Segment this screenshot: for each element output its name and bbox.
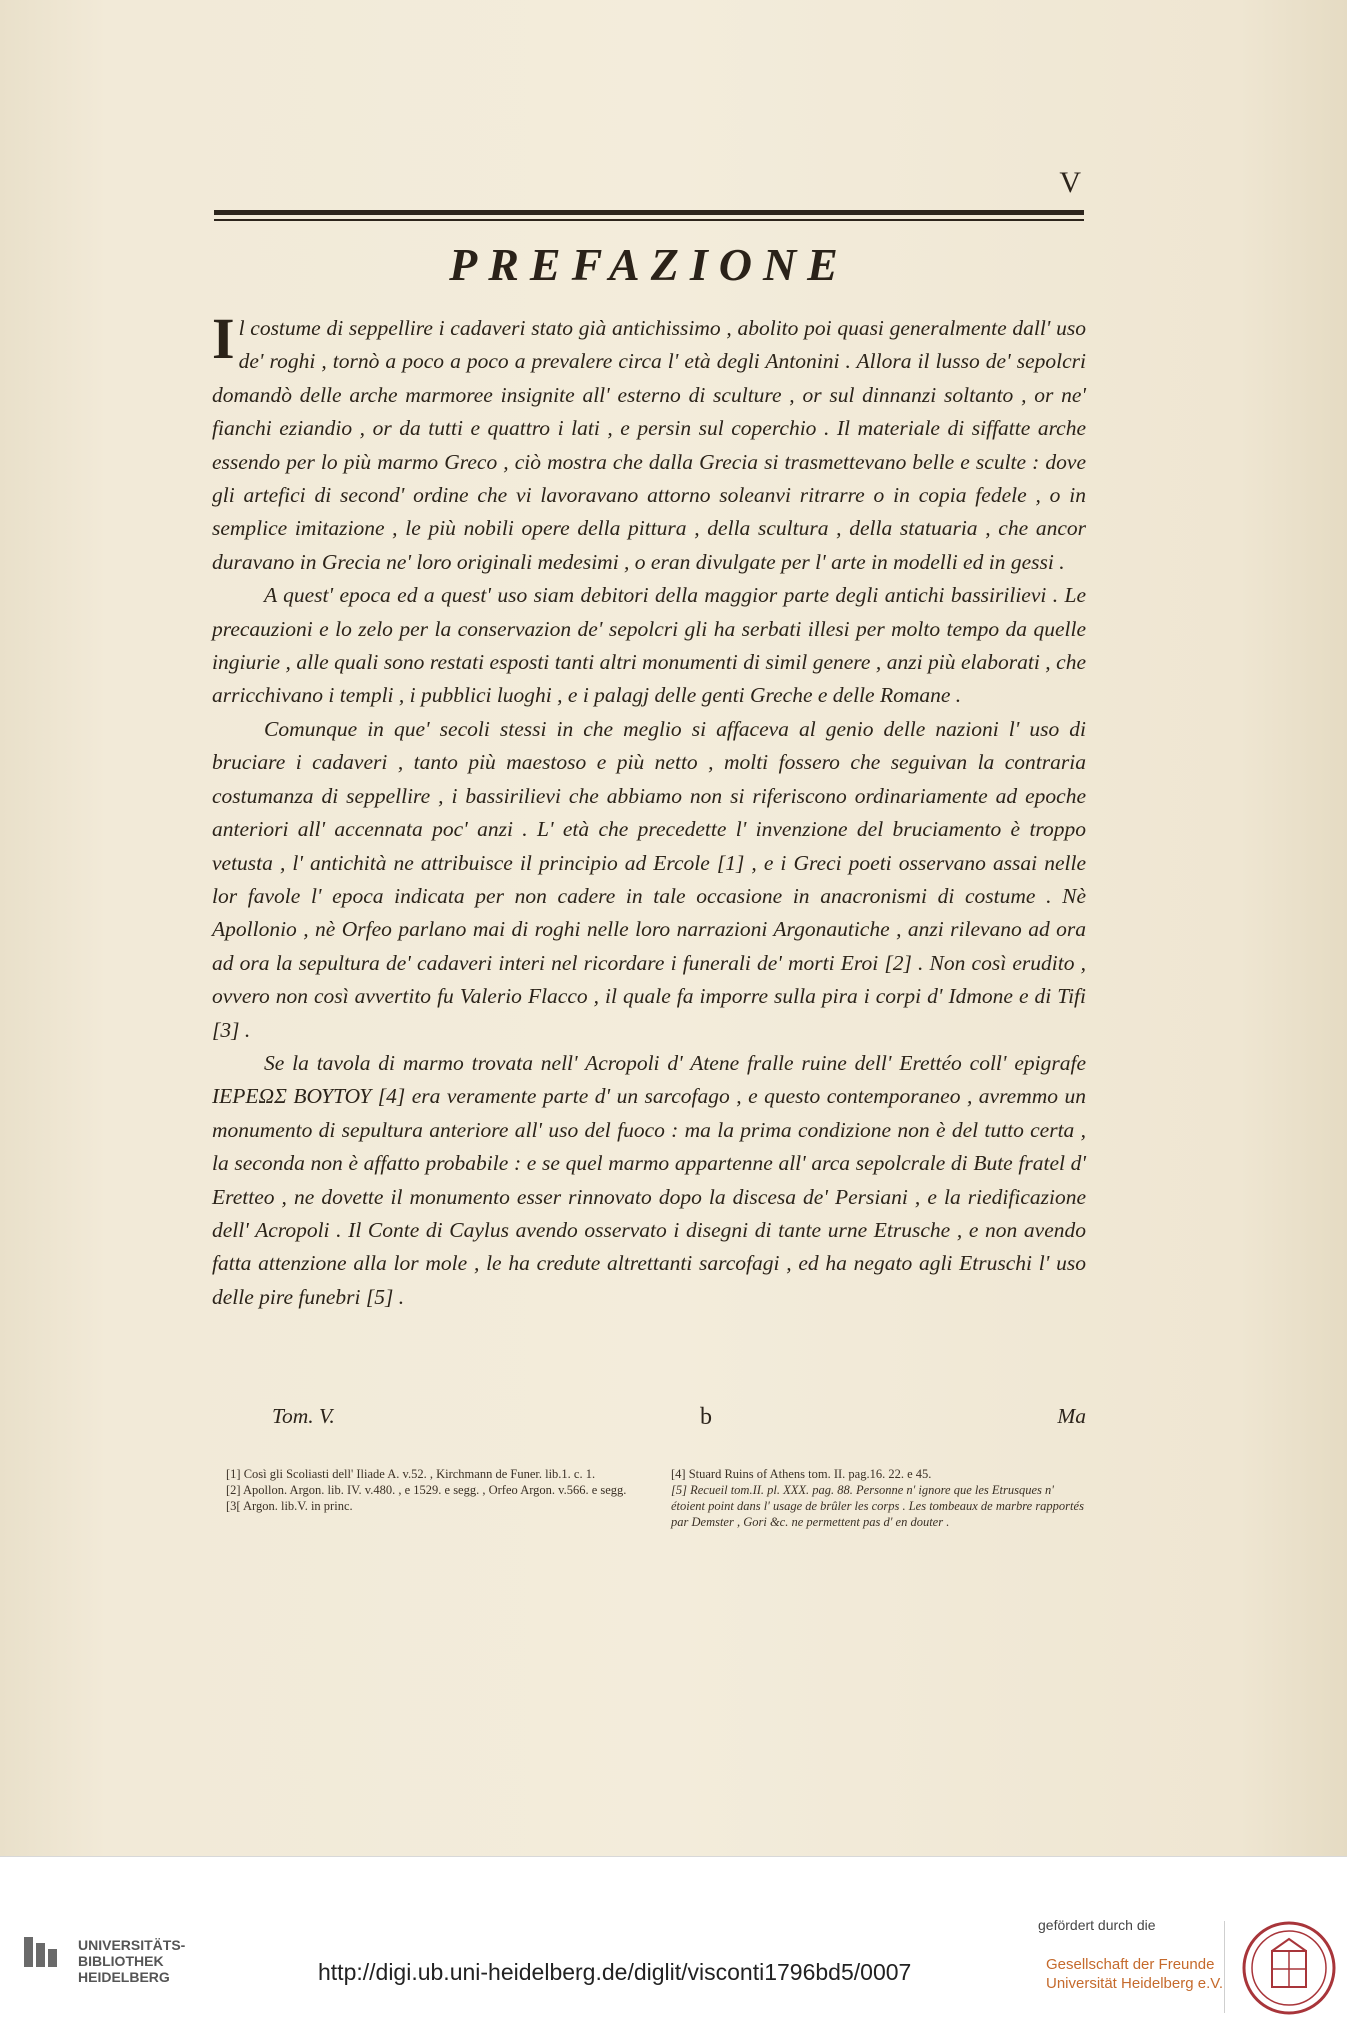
sponsor-name-line-1: Gesellschaft der Freunde (1046, 1956, 1215, 1973)
paragraph-4: Se la tavola di marmo trovata nell' Acropoli d' Atene fralle ruine dell' Erettéo coll' epigrafe ΙΕΡΕΩΣ ΒΟΥΤΟΥ [4] era veramente parte d' un sarcofago , e questo contemporaneo , avremmo un monumento di sepultura anteriore all' uso del fuoco : ma la prima condizione non è del tutto certa , la seconda non è affatto probabile : e se quel marmo appartenne all' arca sepolcrale di Bute fratel d' Eretteo , ne dovette il monumento esser rinnovato dopo la discesa de' Persiani , e la riedificazione dell' Acropoli . Il Conte di Caylus avendo osservato i disegni di tante urne Etrusche , e non avendo fatta attenzione alla lor mole , le ha credute altrettanti sarcofagi , ed ha negato agli Etruschi l' uso delle pire funebri [5] . (212, 1050, 1086, 1309)
signature-mark: b (700, 1404, 712, 1430)
signature-left: Tom. V. (272, 1404, 335, 1428)
footnotes-left-column (226, 1466, 646, 1514)
paragraph-2: A quest' epoca ed a quest' uso siam debitori della maggior parte degli antichi bassirilievi . Le precauzioni e lo zelo per la conservazion de' sepolcri gli ha serbati illesi per molto tempo da quelle ingiurie , alle quali sono restati esposti tanti altri monumenti di simil genere , anzi più elaborati , che arricchivano i templi , i pubblici luoghi , e i palagj delle genti Greche e delle Romane . (212, 583, 1086, 708)
footnote-1: [1] Così gli Scoliasti dell' Iliade A. v.52. , Kirchmann de Funer. lib.1. c. 1. (226, 1467, 596, 1481)
sponsor-name[interactable] (1046, 1955, 1223, 1993)
university-seal-icon (1242, 1921, 1336, 2015)
paragraph-3: Comunque in que' secoli stessi in che meglio si affaceva al genio delle nazioni l' uso di bruciare i cadaveri , tanto più maestoso e più netto , molti fossero che seguivan la contraria costumanza di seppellire , i bassirilievi che abbiamo non si riferiscono ordinariamente ad epoche anteriori all' accennata poc' anzi . L' età che precedette l' invenzione del bruciamento è troppo vetusta , l' antichità ne attribuisce il principio ad Ercole [1] , e i Greci poeti osservano assai nelle lor favole l' epoca indicata per non cadere in tale occasione in anacronismi di costume . Nè Apollonio , nè Orfeo parlano mai di roghi nelle loro narrazioni Argonautiche , anzi rilevano ad ora ad ora la sepultura de' cadaveri interi nel ricordare i funerali de' morti Eroi [2] . Non così erudito , ovvero non così avvertito fu Valerio Flacco , il quale fa imporre sulla pira i corpi d' Idmone e di Tifi [3] . (212, 716, 1086, 1042)
funded-by-label: gefördert durch die (1038, 1917, 1156, 1933)
footnote-5: [5] Recueil tom.II. pl. XXX. pag. 88. Personne n' ignore que les Etrusques n' étoient point dans l' usage de brûler les corps . Les tombeaux de marbre rapportés par Demster , Gori &c. ne permettent pas d' en douter . (671, 1483, 1084, 1529)
library-name[interactable] (78, 1937, 185, 1985)
library-name-line-2: BIBLIOTHEK (78, 1953, 164, 1969)
footer-divider (1224, 1921, 1225, 2013)
paragraph-1-text: l costume di seppellire i cadaveri stato già antichissimo , abolito poi quasi generalmente dall' uso de' roghi , tornò a poco a poco a prevalere circa l' età degli Antonini . Allora il lusso de' sepolcri domandò delle arche marmoree insignite all' esterno di sculture , or sul dinnanzi soltanto , or ne' fianchi eziandio , or da tutti e quattro i lati , e persin sul coperchio . Il materiale di siffatte arche essendo per lo più marmo Greco , ciò mostra che dalla Grecia si trasmettevano belle e sculte : dove gli artefici di second' ordine che vi lavoravano attorno soleanvi ritrarre o in copia fedele , o in semplice imitazione , le più nobili opere della pittura , della scultura , della statuaria , che ancor duravano in Grecia ne' loro originali medesimi , o eran divulgate per l' arte in modelli ed in gessi . (212, 316, 1086, 574)
header-rule-thick (214, 210, 1084, 215)
body-text (212, 306, 1086, 1314)
page-title: PREFAZIONE (449, 239, 849, 290)
dropcap: I (212, 306, 235, 371)
footnote-2: [2] Apollon. Argon. lib. IV. v.480. , e 1529. e segg. , Orfeo Argon. v.566. e segg. (226, 1483, 627, 1497)
footnote-4: [4] Stuard Ruins of Athens tom. II. pag.16. 22. e 45. (671, 1467, 932, 1481)
library-name-line-1: UNIVERSITÄTS- (78, 1937, 186, 1953)
permalink-url[interactable]: http://digi.ub.uni-heidelberg.de/diglit/visconti1796bd5/0007 (318, 1959, 912, 1985)
footer-bar (0, 1856, 1347, 2029)
header-rule-thin (214, 219, 1084, 221)
page-number: V (1059, 166, 1082, 199)
library-logo-icon (24, 1937, 58, 1967)
paragraph-1 (212, 306, 1086, 579)
library-name-line-3: HEIDELBERG (78, 1969, 170, 1985)
footnotes-right-column (671, 1466, 1091, 1530)
catchword: Ma (1057, 1404, 1086, 1428)
sponsor-name-line-2: Universität Heidelberg e.V. (1046, 1975, 1224, 1992)
footnote-3: [3[ Argon. lib.V. in princ. (226, 1499, 353, 1513)
